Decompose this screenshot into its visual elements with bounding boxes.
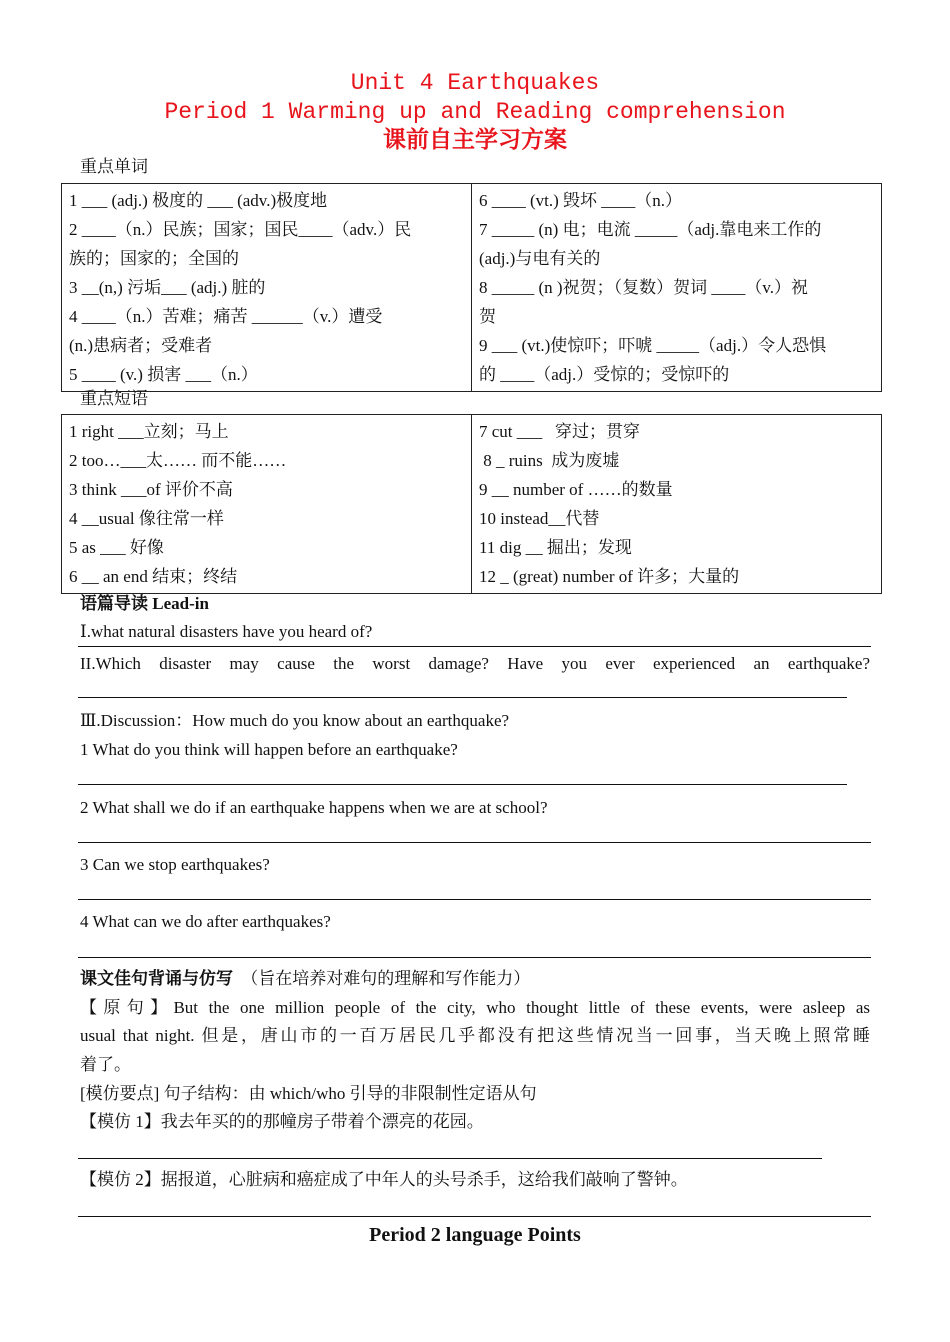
phrase-item: 1 right ___立刻；马上 — [69, 422, 229, 441]
answer-line[interactable] — [78, 697, 847, 698]
sentences-heading: 课文佳句背诵与仿写 — [80, 969, 233, 988]
phrase-item: 4 __usual 像往常一样 — [69, 509, 224, 528]
vocab-item: 6 ____ (vt.) 毁坏 ____（n.） — [479, 191, 683, 210]
phrases-table — [61, 414, 882, 594]
answer-line[interactable] — [78, 646, 871, 647]
phrase-item: 5 as ___ 好像 — [69, 538, 164, 557]
answer-line[interactable] — [78, 842, 871, 843]
vocab-left-cell — [62, 184, 472, 392]
vocab-label: 重点单词 — [80, 157, 148, 176]
discussion-question-1: 1 What do you think will happen before an earthquake? — [80, 740, 458, 759]
leadin-question-1: Ⅰ.what natural disasters have you heard of? — [80, 622, 373, 641]
vocab-item: 族的；国家的；全国的 — [69, 249, 239, 268]
imitation-2: 【模仿 2】据报道，心脏病和癌症成了中年人的头号杀手，这给我们敲响了警钟。 — [80, 1170, 688, 1189]
discussion-question-3: 3 Can we stop earthquakes? — [80, 855, 270, 874]
vocab-right-cell — [472, 184, 882, 392]
vocab-item: (adj.)与电有关的 — [479, 249, 601, 268]
vocab-item: (n.)患病者；受难者 — [69, 336, 213, 355]
phrases-left-cell — [62, 415, 472, 594]
leadin-heading: 语篇导读 Lead-in — [80, 594, 209, 613]
vocab-item: 5 ____ (v.) 损害 ___（n.） — [69, 365, 258, 384]
vocab-item: 贺 — [479, 307, 496, 326]
original-sentence-line-1: 【原句】But the one million people of the city, who thought little of these events, were asleep as — [80, 998, 870, 1017]
phrases-right-cell — [472, 415, 882, 594]
phrase-item: 2 too…___太…… 而不能…… — [69, 451, 287, 470]
answer-line[interactable] — [78, 957, 871, 958]
phrase-item: 12 _ (great) number of 许多；大量的 — [479, 567, 740, 586]
answer-line[interactable] — [78, 1216, 871, 1217]
vocab-item: 8 _____ (n )祝贺；（复数）贺词 ____（v.）祝 — [479, 278, 808, 297]
imitation-1: 【模仿 1】我去年买的的那幢房子带着个漂亮的花园。 — [80, 1112, 484, 1131]
vocab-table — [61, 183, 882, 392]
vocab-item: 7 _____ (n) 电；电流 _____（adj.靠电来工作的 — [479, 220, 822, 239]
phrases-label: 重点短语 — [80, 389, 148, 408]
plan-title: 课前自主学习方案 — [383, 127, 567, 153]
phrase-item: 6 __ an end 结束；终结 — [69, 567, 238, 586]
sentences-heading-row — [80, 965, 870, 994]
sentences-heading-note: （旨在培养对难句的理解和写作能力） — [241, 969, 531, 988]
answer-line[interactable] — [78, 784, 847, 785]
vocab-item: 1 ___ (adj.) 极度的 ___ (adv.)极度地 — [69, 191, 328, 210]
phrase-item: 11 dig __ 掘出；发现 — [479, 538, 632, 557]
phrase-item: 9 __ number of ……的数量 — [479, 480, 673, 499]
phrase-item: 7 cut ___ 穿过；贯穿 — [479, 422, 641, 441]
phrase-item: 8 _ ruins 成为废墟 — [479, 451, 620, 470]
phrase-item: 10 instead__代替 — [479, 509, 600, 528]
original-sentence-line-2: usual that night. 但是，唐山市的一百万居民几乎都没有把这些情况当一回事，当天晚上照常睡 — [80, 1026, 870, 1045]
vocab-item: 4 ____（n.）苦难；痛苦 ______（v.）遭受 — [69, 307, 383, 326]
leadin-question-2: II.Which disaster may cause the worst damage? Have you ever experienced an earthquake? — [80, 654, 870, 673]
answer-line[interactable] — [78, 1158, 822, 1159]
original-sentence-line-3: 着了。 — [80, 1055, 131, 1074]
imitation-point: [模仿要点] 句子结构：由 which/who 引导的非限制性定语从句 — [80, 1084, 537, 1103]
vocab-item: 的 ____（adj.）受惊的；受惊吓的 — [479, 365, 730, 384]
phrase-item: 3 think ___of 评价不高 — [69, 480, 233, 499]
vocab-item: 3 __(n,) 污垢___ (adj.) 脏的 — [69, 278, 266, 297]
discussion-question-4: 4 What can we do after earthquakes? — [80, 912, 331, 931]
vocab-item: 9 ___ (vt.)使惊吓；吓唬 _____（adj.）令人恐惧 — [479, 336, 827, 355]
unit-title: Unit 4 Earthquakes — [350, 70, 600, 96]
leadin-question-3: Ⅲ.Discussion：How much do you know about an earthquake? — [80, 711, 510, 730]
vocab-item: 2 ____（n.）民族；国家；国民____（adv.）民 — [69, 220, 412, 239]
period-2-title: Period 2 language Points — [369, 1224, 581, 1246]
period-title: Period 1 Warming up and Reading comprehension — [164, 99, 786, 125]
discussion-question-2: 2 What shall we do if an earthquake happens when we are at school? — [80, 798, 548, 817]
answer-line[interactable] — [78, 899, 871, 900]
